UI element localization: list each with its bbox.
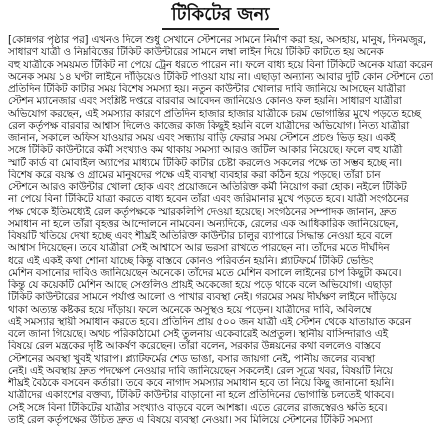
article-line: জানান, সকালে অফিস যাওয়ার সময় এবং সন্ধ্যায় বাড়ি ফেরার সময় স্টেশনে প্রচণ্ড ভিড় হয়। একই	[8, 132, 396, 144]
article-body	[8, 34, 433, 432]
article-line: শীঘ্রই বৈঠকে বসবেন কর্তারা। তবে কবে নাগাদ সমস্যার সমাধান হবে তা নিয়ে কিছু জানানো হয়নি।	[8, 377, 394, 389]
article-line: বিষয়ে রেল মন্ত্রকের দৃষ্টি আকর্ষণ করেছেন। তাঁরা বলেন, সরকার উন্নয়নের কথা বললেও বাস্তবে	[8, 340, 381, 353]
article-line: বিশেষ করে বয়স্ক ও গ্রামের মানুষদের পক্ষে এই ব্যবস্থা ব্যবহার করা কঠিন হয়ে পড়ছে। তাঁরা চান	[8, 168, 381, 181]
article-line: সমাধান না হলে তাঁরা বৃহত্তর আন্দোলনে নামবেন। অন্যদিকে, রেলের এক আধিকারিক জানিয়েছেন,	[8, 217, 399, 230]
article-line: স্টেশন ম্যানেজার এবং সংশ্লিষ্ট দপ্তরে বারবার আবেদন জানিয়েও কোনও ফল হয়নি। সাধারণ যাত্রীরা	[8, 95, 402, 108]
article-line: রেল কর্তৃপক্ষ বারবার আশ্বাস দিলেও কাজের কাজ কিছুই হয়নি বলে যাত্রীদের অভিযোগ। নিত্য যাত্রীরা	[8, 119, 410, 132]
article-line: নেই। এই অবস্থায় দ্রুত পদক্ষেপ নেওয়ার দাবি জানিয়েছেন সকলেই। রেল সূত্রে খবর, বিষয়টি নিয়ে	[8, 364, 393, 377]
article-line: মেশিন বসানোর দাবিও জানিয়েছেন অনেকে। তাঁদের মতে মেশিন বসালে লাইনের চাপ কিছুটা কমবে।	[8, 266, 402, 279]
article-line: স্মার্ট কার্ড বা মোবাইল অ্যাপের মাধ্যমে টিকিট কাটার চেষ্টা করলেও সকলের পক্ষে তা সম্ভব হচ্ছে না।	[8, 156, 402, 169]
article-line: স্টেশনে আরও কাউন্টার খোলা হোক এবং প্রয়োজনে অতিরিক্ত কর্মী নিয়োগ করা হোক। নইলে টিকিট	[8, 181, 407, 193]
article-line: তাই রেল কর্তৃপক্ষের উচিত দ্রুত এ বিষয়ে ব্যবস্থা নেওয়া। সব মিলিয়ে স্টেশনের টিকিট সমস্যা	[8, 413, 373, 426]
article-line: প্রতিদিন টিকিট কাটার সময় বিশেষ সমস্যা হয়। নতুন কাউন্টার খোলার দাবি জানিয়ে আসছেন যাত্রীরা	[8, 83, 406, 95]
article-line: ধরে এই একই কথা শোনা যাচ্ছে কিন্তু বাস্তবে কোনও পরিবর্তন হয়নি। প্ল্যাটফর্মে টিকিট ভেন্ডিং	[8, 254, 374, 267]
article-line: বলে জানা গিয়েছে। অথচ পরিকাঠামো সেই তুলনায় একেবারেই অপ্রতুল। স্থানীয় বাসিন্দারাও এই	[8, 328, 388, 340]
article-line: সেই সঙ্গে বিনা টিকিটের যাত্রীর সংখ্যাও বাড়বে বলে আশঙ্কা। এতে রেলের রাজস্বেরও ক্ষতি হবে।	[8, 401, 388, 414]
article-line: স্টেশনের অবস্থা খুবই খারাপ। প্ল্যাটফর্মের শেড ভাঙা, বসার জায়গা নেই, পানীয় জলের ব্যবস্থা	[8, 352, 375, 365]
article-line: বহু যাত্রীকে সময়মত টিকিট না পেয়ে ট্রেন ধরতে পারেন না। ফলে বাধ্য হয়ে বিনা টিকিটে অনেক যাত্রা করেন	[8, 58, 433, 71]
article-line: পক্ষ থেকে ইতিমধ্যেই রেল কর্তৃপক্ষকে স্মারকলিপি দেওয়া হয়েছে। সংগঠনের সম্পাদক জানান, দ্রুত	[8, 205, 397, 218]
article-line: অনেক সময় ১৪ ঘণ্টা লাইনে দাঁড়িয়েও টিকিট পাওয়া যায় না। এছাড়া অন্যান্য আবার দুটি কোন স্টেশনে তো	[8, 70, 433, 83]
article-line: [কোন্নগর পৃষ্ঠার পর] এখনও দিলে শুধু সেখানে স্টেশনের সামনে নির্মাণ করা হয়, অসহায়, মানুষ, দিনমজুর,	[8, 34, 426, 46]
article-line: না পেয়ে বিনা টিকিটে যাত্রা করতে বাধ্য হবেন তাঁরা এবং জরিমানার মুখে পড়তে হবে। যাত্রী সংগঠনের	[8, 193, 409, 206]
article-line: যাত্রীদের একাংশের বক্তব্য, টিকিট কাউন্টার বাড়ানো না হলে প্রতিদিনের ভোগান্তি চলতেই থাকবে।	[8, 389, 394, 402]
article-line: সঙ্গে টিকিট কাউন্টারে কর্মী সংখ্যাও কম থাকায় সমস্যা আরও জটিল আকার নিয়েছে। ফলে বহু যাত্রী	[8, 144, 403, 157]
article-line: অভিযোগ করছেন, এই সমস্যার কারণে প্রতিদিন হাজার হাজার যাত্রীকে চরম ভোগান্তির মুখে পড়তে হচ্ছে	[8, 107, 421, 120]
article-line: বিষয়টি খতিয়ে দেখা হচ্ছে এবং শীঘ্রই অতিরিক্ত কাউন্টার চালুর ব্যাপারে সিদ্ধান্ত নেওয়া হবে বলে	[8, 230, 393, 242]
article-line: টিকিট কাউন্টারের সামনে পর্যাপ্ত আলো ও পাখার ব্যবস্থা নেই। গরমের সময় দীর্ঘক্ষণ লাইনে দাঁড়িয়ে	[8, 291, 397, 304]
article-line: সাধারণ যাত্রী ও নিম্নবিত্তের টিকিট কাউন্টারের সামনে লম্বা লাইন দিয়ে টিকিট কাটতে হয় অনেক	[8, 46, 384, 59]
article-line: এই সমস্যার স্থায়ী সমাধান করতে হবে। প্রতিদিন প্রায় ৫০০ জন যাত্রী এই স্টেশন থেকে যাতায়াত করেন	[8, 315, 412, 328]
article-headline: টিকিটের জন্য	[162, 4, 280, 30]
article-line: আশ্বাস দিয়েছেন। তবে যাত্রীরা সেই আশ্বাসে আর ভরসা রাখতে পারছেন না। তাঁদের মতে দীর্ঘদিন	[8, 242, 390, 255]
article-line: কিন্তু যে কয়েকটি মেশিন আছে সেগুলিও প্রায়ই অকেজো হয়ে পড়ে থাকে বলে অভিযোগ। এছাড়া	[8, 279, 392, 291]
headline-container	[8, 4, 433, 32]
article-line: থাকা অত্যন্ত কষ্টকর হয়ে দাঁড়ায়। ফলে অনেকে অসুস্থও হয়ে পড়েন। যাত্রীদের দাবি, অবিলম্বে	[8, 303, 372, 316]
